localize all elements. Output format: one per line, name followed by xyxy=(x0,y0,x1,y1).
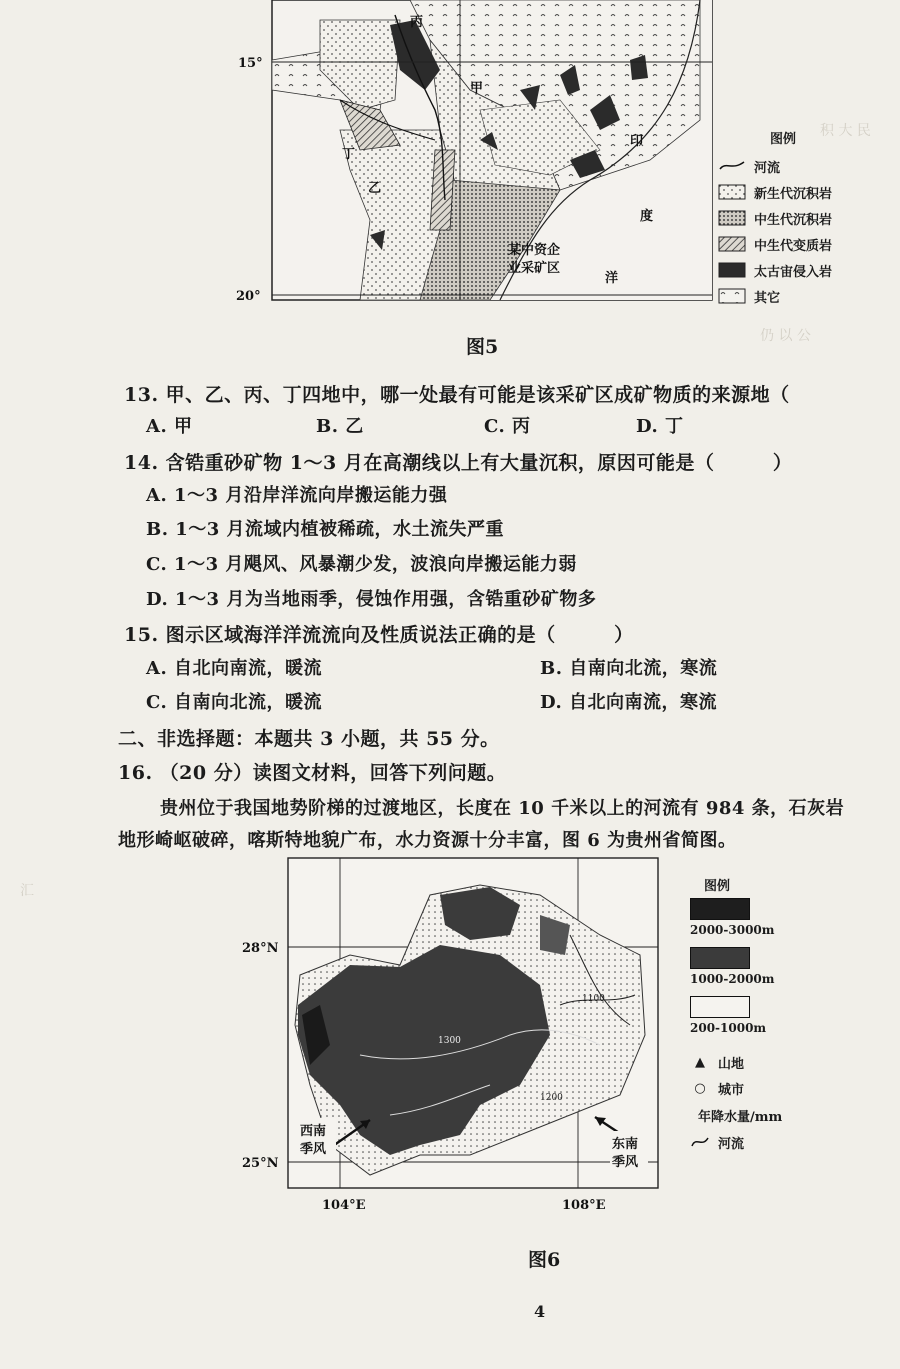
mine-label-line2: 业采矿区 xyxy=(508,261,561,276)
fig5-legend-archean: 太古宙侵入岩 xyxy=(754,264,833,280)
q15-stem: 15. 图示区域海洋洋流流向及性质说法正确的是（ ） xyxy=(124,624,634,646)
q15-option-d[interactable]: D. 自北向南流，寒流 xyxy=(540,692,718,713)
fig5-legend-other: 其它 xyxy=(754,290,781,306)
fig6-lon-104: 104°E xyxy=(322,1198,366,1213)
elev-mid-swatch-icon xyxy=(690,947,750,969)
fig5-legend-title: 图例 xyxy=(770,132,797,147)
elev-high-swatch-icon xyxy=(690,898,750,920)
figure-5-caption: 图5 xyxy=(466,336,499,358)
page-number: 4 xyxy=(534,1302,546,1321)
fig6-legend-isohyet: 年降水量/mm xyxy=(698,1109,783,1125)
q15-option-a[interactable]: A. 自北向南流，暖流 xyxy=(146,658,322,679)
figure-6-legend xyxy=(690,875,783,1155)
monsoon-sw-line1: 西南 xyxy=(300,1124,327,1139)
cenozoic-sediment-swatch-icon xyxy=(718,184,746,200)
archean-intrusive-swatch-icon xyxy=(718,262,746,278)
q16-title: 16. （20 分）读图文材料，回答下列问题。 xyxy=(118,762,507,784)
fig6-legend-elev-low: 200-1000m xyxy=(690,1021,767,1035)
fig5-legend-mesozoic-sed: 中生代沉积岩 xyxy=(754,212,833,228)
isohyet-label-1: 1100 xyxy=(582,994,605,1004)
fig5-lat-15: 15° xyxy=(238,56,263,71)
fig6-legend-title: 图例 xyxy=(704,879,731,894)
q16-material-line2: 地形崎岖破碎，喀斯特地貌广布，水力资源十分丰富，图 6 为贵州省简图。 xyxy=(118,830,737,851)
q13-option-d[interactable]: D. 丁 xyxy=(636,416,684,437)
q14-option-a[interactable]: A. 1～3 月沿岸洋流向岸搬运能力强 xyxy=(146,485,448,506)
other-swatch-icon xyxy=(718,288,746,304)
isohyet-label-3: 1200 xyxy=(540,1093,563,1103)
mine-label-line1: 某中资企 xyxy=(508,243,561,258)
fig6-lat-28: 28°N xyxy=(242,941,279,956)
mesozoic-metamorphic-swatch-icon xyxy=(718,236,746,252)
section-2-heading: 二、非选择题：本题共 3 小题，共 55 分。 xyxy=(118,728,500,750)
q13-stem: 13. 甲、乙、丙、丁四地中，哪一处最有可能是该采矿区成矿物质的来源地（ xyxy=(124,384,790,406)
river-icon xyxy=(690,1134,710,1150)
fig6-legend-river: 河流 xyxy=(718,1136,745,1152)
fig6-legend-elev-mid: 1000-2000m xyxy=(690,972,775,986)
ocean-char-3: 洋 xyxy=(605,271,619,286)
fig6-legend-elev-high: 2000-3000m xyxy=(690,923,775,937)
mountain-icon: ▲ xyxy=(695,1054,705,1070)
place-ding: 丁 xyxy=(342,147,356,162)
isohyet-label-2: 1300 xyxy=(438,1036,461,1046)
q14-option-d[interactable]: D. 1～3 月为当地雨季，侵蚀作用强，含锆重砂矿物多 xyxy=(146,589,597,610)
fig6-legend-mountain: 山地 xyxy=(718,1056,745,1072)
place-bing: 丙 xyxy=(410,15,424,30)
figure-5-legend xyxy=(718,128,878,309)
fig5-legend-river: 河流 xyxy=(754,160,781,176)
figure-6 xyxy=(240,855,783,1220)
city-icon: ○ xyxy=(694,1080,706,1096)
q13-option-b[interactable]: B. 乙 xyxy=(316,416,364,437)
monsoon-sw-line2: 季风 xyxy=(300,1142,327,1157)
figure-5 xyxy=(230,0,880,330)
q16-material-line1: 贵州位于我国地势阶梯的过渡地区，长度在 10 千米以上的河流有 984 条，石灰岩 xyxy=(160,798,845,819)
monsoon-se-line1: 东南 xyxy=(612,1137,639,1152)
q13-option-a[interactable]: A. 甲 xyxy=(146,416,193,437)
ocean-char-1: 印 xyxy=(630,134,644,149)
fig5-legend-cenozoic: 新生代沉积岩 xyxy=(754,186,833,202)
q15-option-b[interactable]: B. 自南向北流，寒流 xyxy=(540,658,718,679)
q13-option-c[interactable]: C. 丙 xyxy=(484,416,531,437)
fig6-lat-25: 25°N xyxy=(242,1156,279,1171)
q14-option-c[interactable]: C. 1～3 月飓风、风暴潮少发，波浪向岸搬运能力弱 xyxy=(146,554,577,575)
figure-6-map xyxy=(240,855,680,1220)
monsoon-se-line2: 季风 xyxy=(612,1155,639,1170)
mesozoic-sediment-swatch-icon xyxy=(718,210,746,226)
q14-stem: 14. 含锆重砂矿物 1～3 月在高潮线以上有大量沉积，原因可能是（ ） xyxy=(124,452,793,474)
place-jia: 甲 xyxy=(470,81,484,96)
fig6-legend-city: 城市 xyxy=(718,1082,745,1098)
river-icon xyxy=(718,159,746,173)
q14-option-b[interactable]: B. 1～3 月流域内植被稀疏，水土流失严重 xyxy=(146,519,505,540)
fig5-legend-mesozoic-meta: 中生代变质岩 xyxy=(754,238,833,254)
figure-6-caption: 图6 xyxy=(528,1249,561,1271)
fig5-lat-20: 20° xyxy=(236,289,261,304)
ocean-char-2: 度 xyxy=(640,209,654,224)
fig6-lon-108: 108°E xyxy=(562,1198,606,1213)
q15-option-c[interactable]: C. 自南向北流，暖流 xyxy=(146,692,323,713)
elev-low-swatch-icon xyxy=(690,996,750,1018)
place-yi: 乙 xyxy=(368,181,382,196)
